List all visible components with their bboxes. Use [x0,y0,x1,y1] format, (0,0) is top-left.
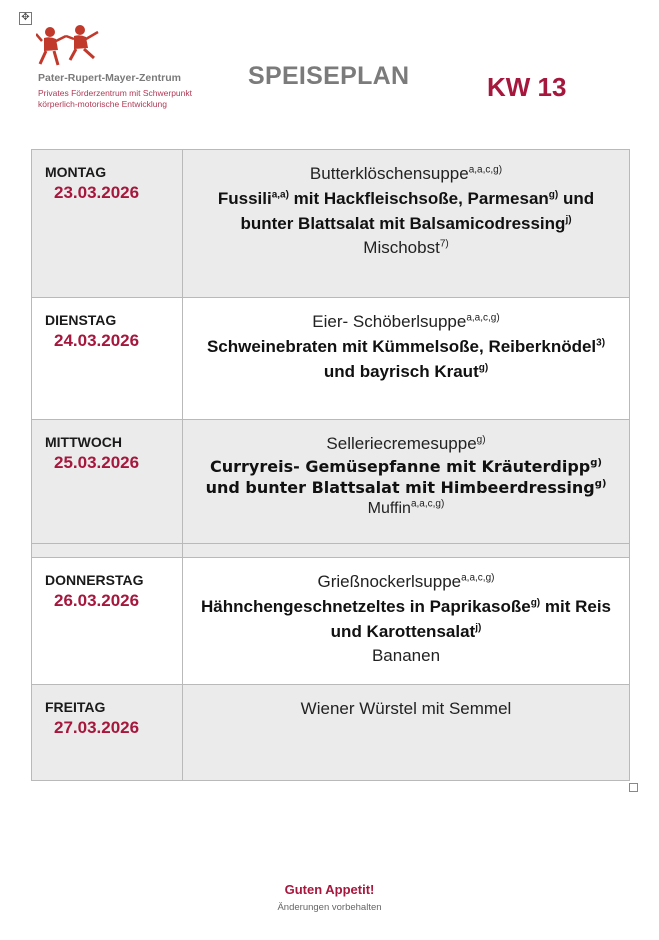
org-logo [30,24,200,114]
day-date: 23.03.2026 [54,183,140,202]
soup-text: Eier- Schöberlsuppe [312,312,467,331]
main-dish-text: und bunter Blattsalat mit Himbeerdressing [205,478,595,497]
allergen-note: j) [475,622,482,634]
food-cell [183,685,630,781]
day-date: 24.03.2026 [54,331,140,350]
allergen-note: g) [590,457,602,469]
main-dish-text: Wiener Würstel mit Semmel [300,699,512,718]
allergen-note: g) [594,478,607,490]
main-dish-text: Hähnchengeschnetzeltes in Paprikasoße [200,597,531,616]
allergen-note: a,a,c,g) [461,572,495,584]
day-cell [32,150,183,298]
day-cell [32,298,183,420]
move-anchor-icon[interactable]: ✥ [19,12,32,25]
day-name: MITTWOCH [45,434,122,450]
table-row-wednesday [32,420,630,544]
main-dish [183,697,629,721]
food-cell [183,150,630,298]
spacer-cell [32,544,183,558]
day-name: DIENSTAG [45,312,117,328]
side-dish [183,644,629,668]
food-cell [183,558,630,685]
page-title: SPEISEPLAN [248,62,410,90]
main-dish-text: mit Hackfleischsoße, Parmesan [288,189,549,208]
day-name: FREITAG [45,699,106,715]
soup-text: Selleriecremesuppe [326,434,477,453]
table-row-thursday [32,558,630,685]
day-date: 26.03.2026 [54,591,140,610]
allergen-note: g) [548,189,559,201]
main-dish [183,334,629,384]
calendar-week: KW 13 [487,72,567,102]
org-name: Pater-Rupert-Mayer-Zentrum [38,72,181,84]
spacer-cell [183,544,630,558]
side-dish-text: Muffin [367,500,411,517]
main-dish-text: und bayrisch Kraut [323,362,479,381]
main-dish-text: Curryreis- Gemüsepfanne mit Kräuterdipp [210,457,591,476]
main-dish-text: und bunter Blattsalat mit Balsamicodressing [240,189,595,233]
allergen-note: a,a,c,g) [410,498,445,510]
main-dish [183,594,629,644]
menu-table [31,149,630,781]
allergen-note: g) [530,597,541,609]
side-dish [183,236,629,260]
table-row-tuesday [32,298,630,420]
day-cell [32,420,183,544]
soup-text: Butterklöschensuppe [309,164,469,183]
side-dish [183,498,629,520]
table-row-friday [32,685,630,781]
table-row-monday [32,150,630,298]
main-dish [183,186,629,236]
main-dish [183,456,629,498]
day-date: 25.03.2026 [54,453,140,472]
day-cell [32,685,183,781]
day-cell [32,558,183,685]
soup [183,432,629,456]
day-name: MONTAG [45,164,107,180]
footer-greeting: Guten Appetit! [284,882,375,897]
day-name: DONNERSTAG [45,572,144,588]
main-dish-text: mit Reis und Karottensalat [330,597,612,641]
org-subtitle-line-2: körperlich-motorische Entwicklung [38,99,167,109]
allergen-note: j) [565,214,572,226]
children-playing-logo-icon [36,24,106,70]
soup [183,570,629,594]
allergen-note: 3) [596,337,606,349]
allergen-note: a,a) [271,189,289,201]
food-cell [183,298,630,420]
table-spacer-row [32,544,630,558]
org-subtitle-line-1: Privates Förderzentrum mit Schwerpunkt [38,88,192,98]
soup [183,310,629,334]
allergen-note: a,a,c,g) [466,312,500,324]
footer-note: Änderungen vorbehalten [277,902,382,913]
org-subtitle [38,88,208,110]
allergen-note: g) [476,434,486,446]
resize-handle-icon[interactable] [629,783,638,792]
main-dish-text: Fussili [217,189,272,208]
soup [183,162,629,186]
side-dish-text: Bananen [371,646,441,665]
allergen-note: 7) [439,238,449,250]
main-dish-text: Schweinebraten mit Kümmelsoße, Reiberknödel [206,337,597,356]
allergen-note: g) [478,362,489,374]
allergen-note: a,a,c,g) [468,164,503,176]
side-dish-text: Mischobst [363,238,440,257]
day-date: 27.03.2026 [54,718,140,737]
soup-text: Grießnockerlsuppe [317,572,462,591]
food-cell [183,420,630,544]
